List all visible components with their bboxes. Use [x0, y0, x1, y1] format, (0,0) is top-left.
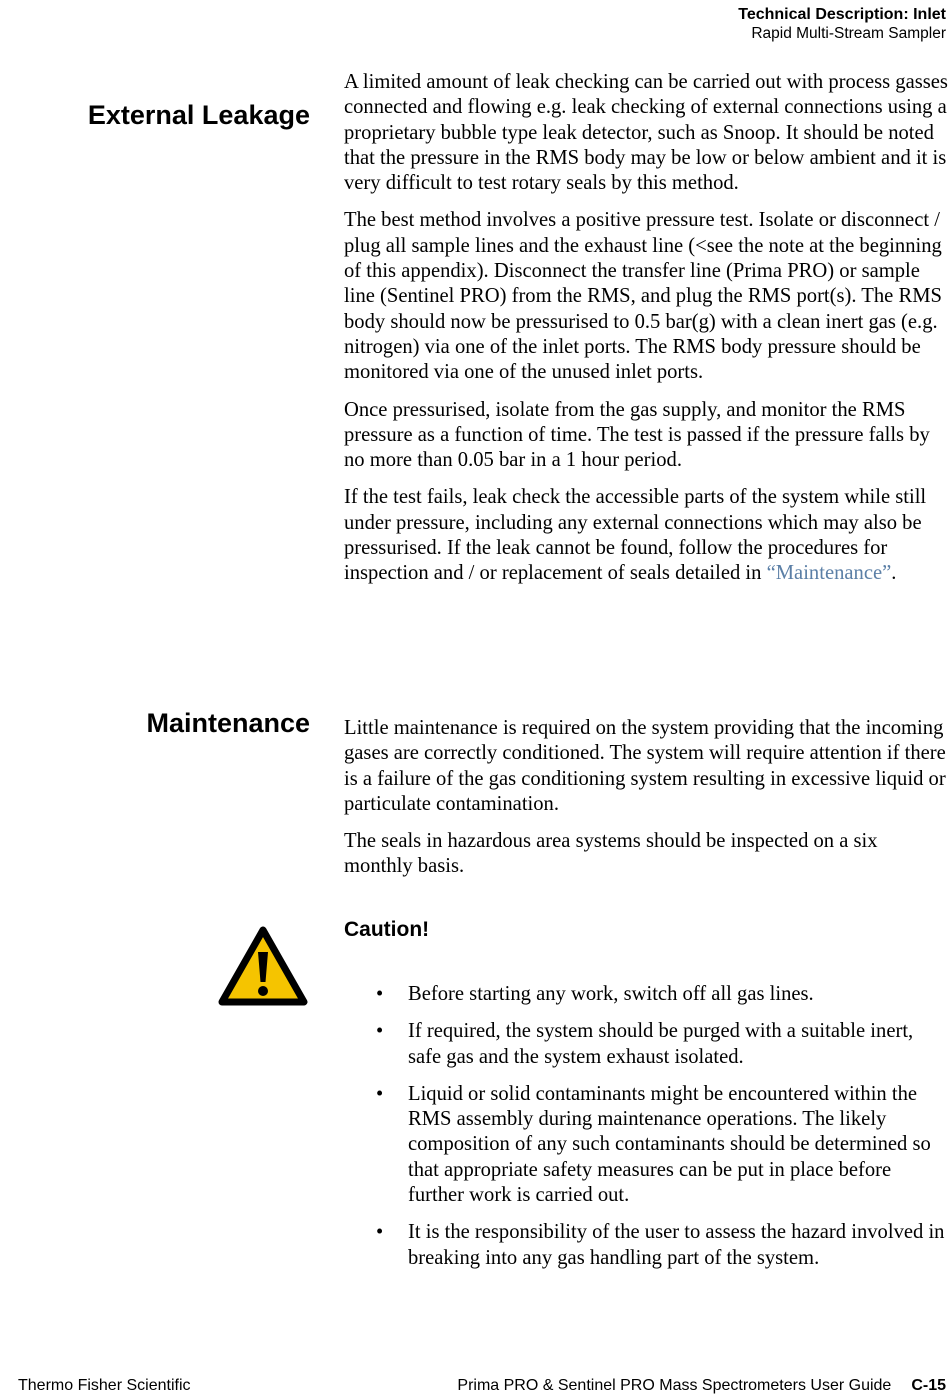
paragraph: Once pressurised, isolate from the gas supply, and monitor the RMS pressure as a function of time. The test is passed if the pressure falls by no more than 0.05 bar in a 1 hour period.: [344, 398, 930, 472]
page-number: C-15: [911, 1377, 946, 1394]
maintenance-link[interactable]: “Maintenance”: [766, 562, 892, 585]
paragraph-text: If the test fails, leak check the accessible parts of the system while still under pressure, including any external connections which may also be pressurised. If the leak cannot be found, follow the procedures for inspection and / or replacement of seals detailed in: [344, 486, 927, 585]
external-leakage-body: [344, 70, 948, 599]
paragraph: The best method involves a positive pressure test. Isolate or disconnect / plug all sample lines and the exhaust line (<see the note at the beginning of this appendix). Disconnect the transfer line (Prima PRO) or sample line (Sentinel PRO) from the RMS, and plug the RMS port(s). The RMS body should now be pressurised to 0.5 bar(g) with a clean inert gas (e.g. nitrogen) via one of the inlet ports. The RMS body pressure should be monitored via one of the unused inlet ports.: [344, 209, 942, 384]
bullet-icon: •: [376, 1221, 384, 1244]
running-header: [738, 5, 946, 43]
list-item: [344, 1220, 948, 1271]
list-item-text: If required, the system should be purged with a suitable inert, safe gas and the system exhaust isolated.: [408, 1020, 914, 1068]
footer-right: [457, 1377, 946, 1395]
paragraph: A limited amount of leak checking can be carried out with process gasses connected and flowing e.g. leak checking of external connections using a proprietary bubble type leak detector, such as Snoop. It should be noted that the pressure in the RMS body may be low or below ambient and it is very difficult to test rotary seals by this method.: [344, 71, 948, 195]
bullet-icon: •: [376, 983, 384, 1005]
list-item: [344, 1019, 948, 1070]
maintenance-heading: Maintenance: [146, 708, 310, 738]
caution-title: Caution!: [344, 918, 430, 941]
list-item-text: Liquid or solid contaminants might be encountered within the RMS assembly during maintenance operations. The likely composition of any such contaminants should be determined so that appropriate safety measures can be put in place before further work is carried out.: [408, 1082, 931, 1207]
caution-list: [344, 982, 948, 1283]
paragraph-with-link: [344, 485, 948, 586]
paragraph: Little maintenance is required on the system providing that the incoming gases are correctly conditioned. The system will require attention if there is a failure of the gas conditioning system resulting in excessive liquid or particulate contamination.: [344, 717, 946, 815]
list-item-text: Before starting any work, switch off all gas lines.: [408, 983, 814, 1005]
list-item: [344, 982, 948, 1007]
warning-triangle-icon: [218, 926, 308, 1008]
paragraph-end: .: [891, 562, 897, 585]
bullet-icon: •: [376, 1020, 384, 1043]
maintenance-body: [344, 716, 948, 892]
paragraph: The seals in hazardous area systems should be inspected on a six monthly basis.: [344, 830, 878, 878]
list-item-text: It is the responsibility of the user to assess the hazard involved in breaking into any gas handling part of the system.: [408, 1221, 945, 1269]
bullet-icon: •: [376, 1082, 384, 1105]
external-leakage-heading: External Leakage: [87, 100, 310, 130]
header-subtitle: Rapid Multi-Stream Sampler: [751, 25, 946, 42]
list-item: [344, 1082, 948, 1208]
header-title: Technical Description: Inlet: [738, 6, 946, 23]
footer-company: Thermo Fisher Scientific: [18, 1377, 191, 1394]
footer-guide-title: Prima PRO & Sentinel PRO Mass Spectrometers User Guide: [457, 1377, 892, 1394]
